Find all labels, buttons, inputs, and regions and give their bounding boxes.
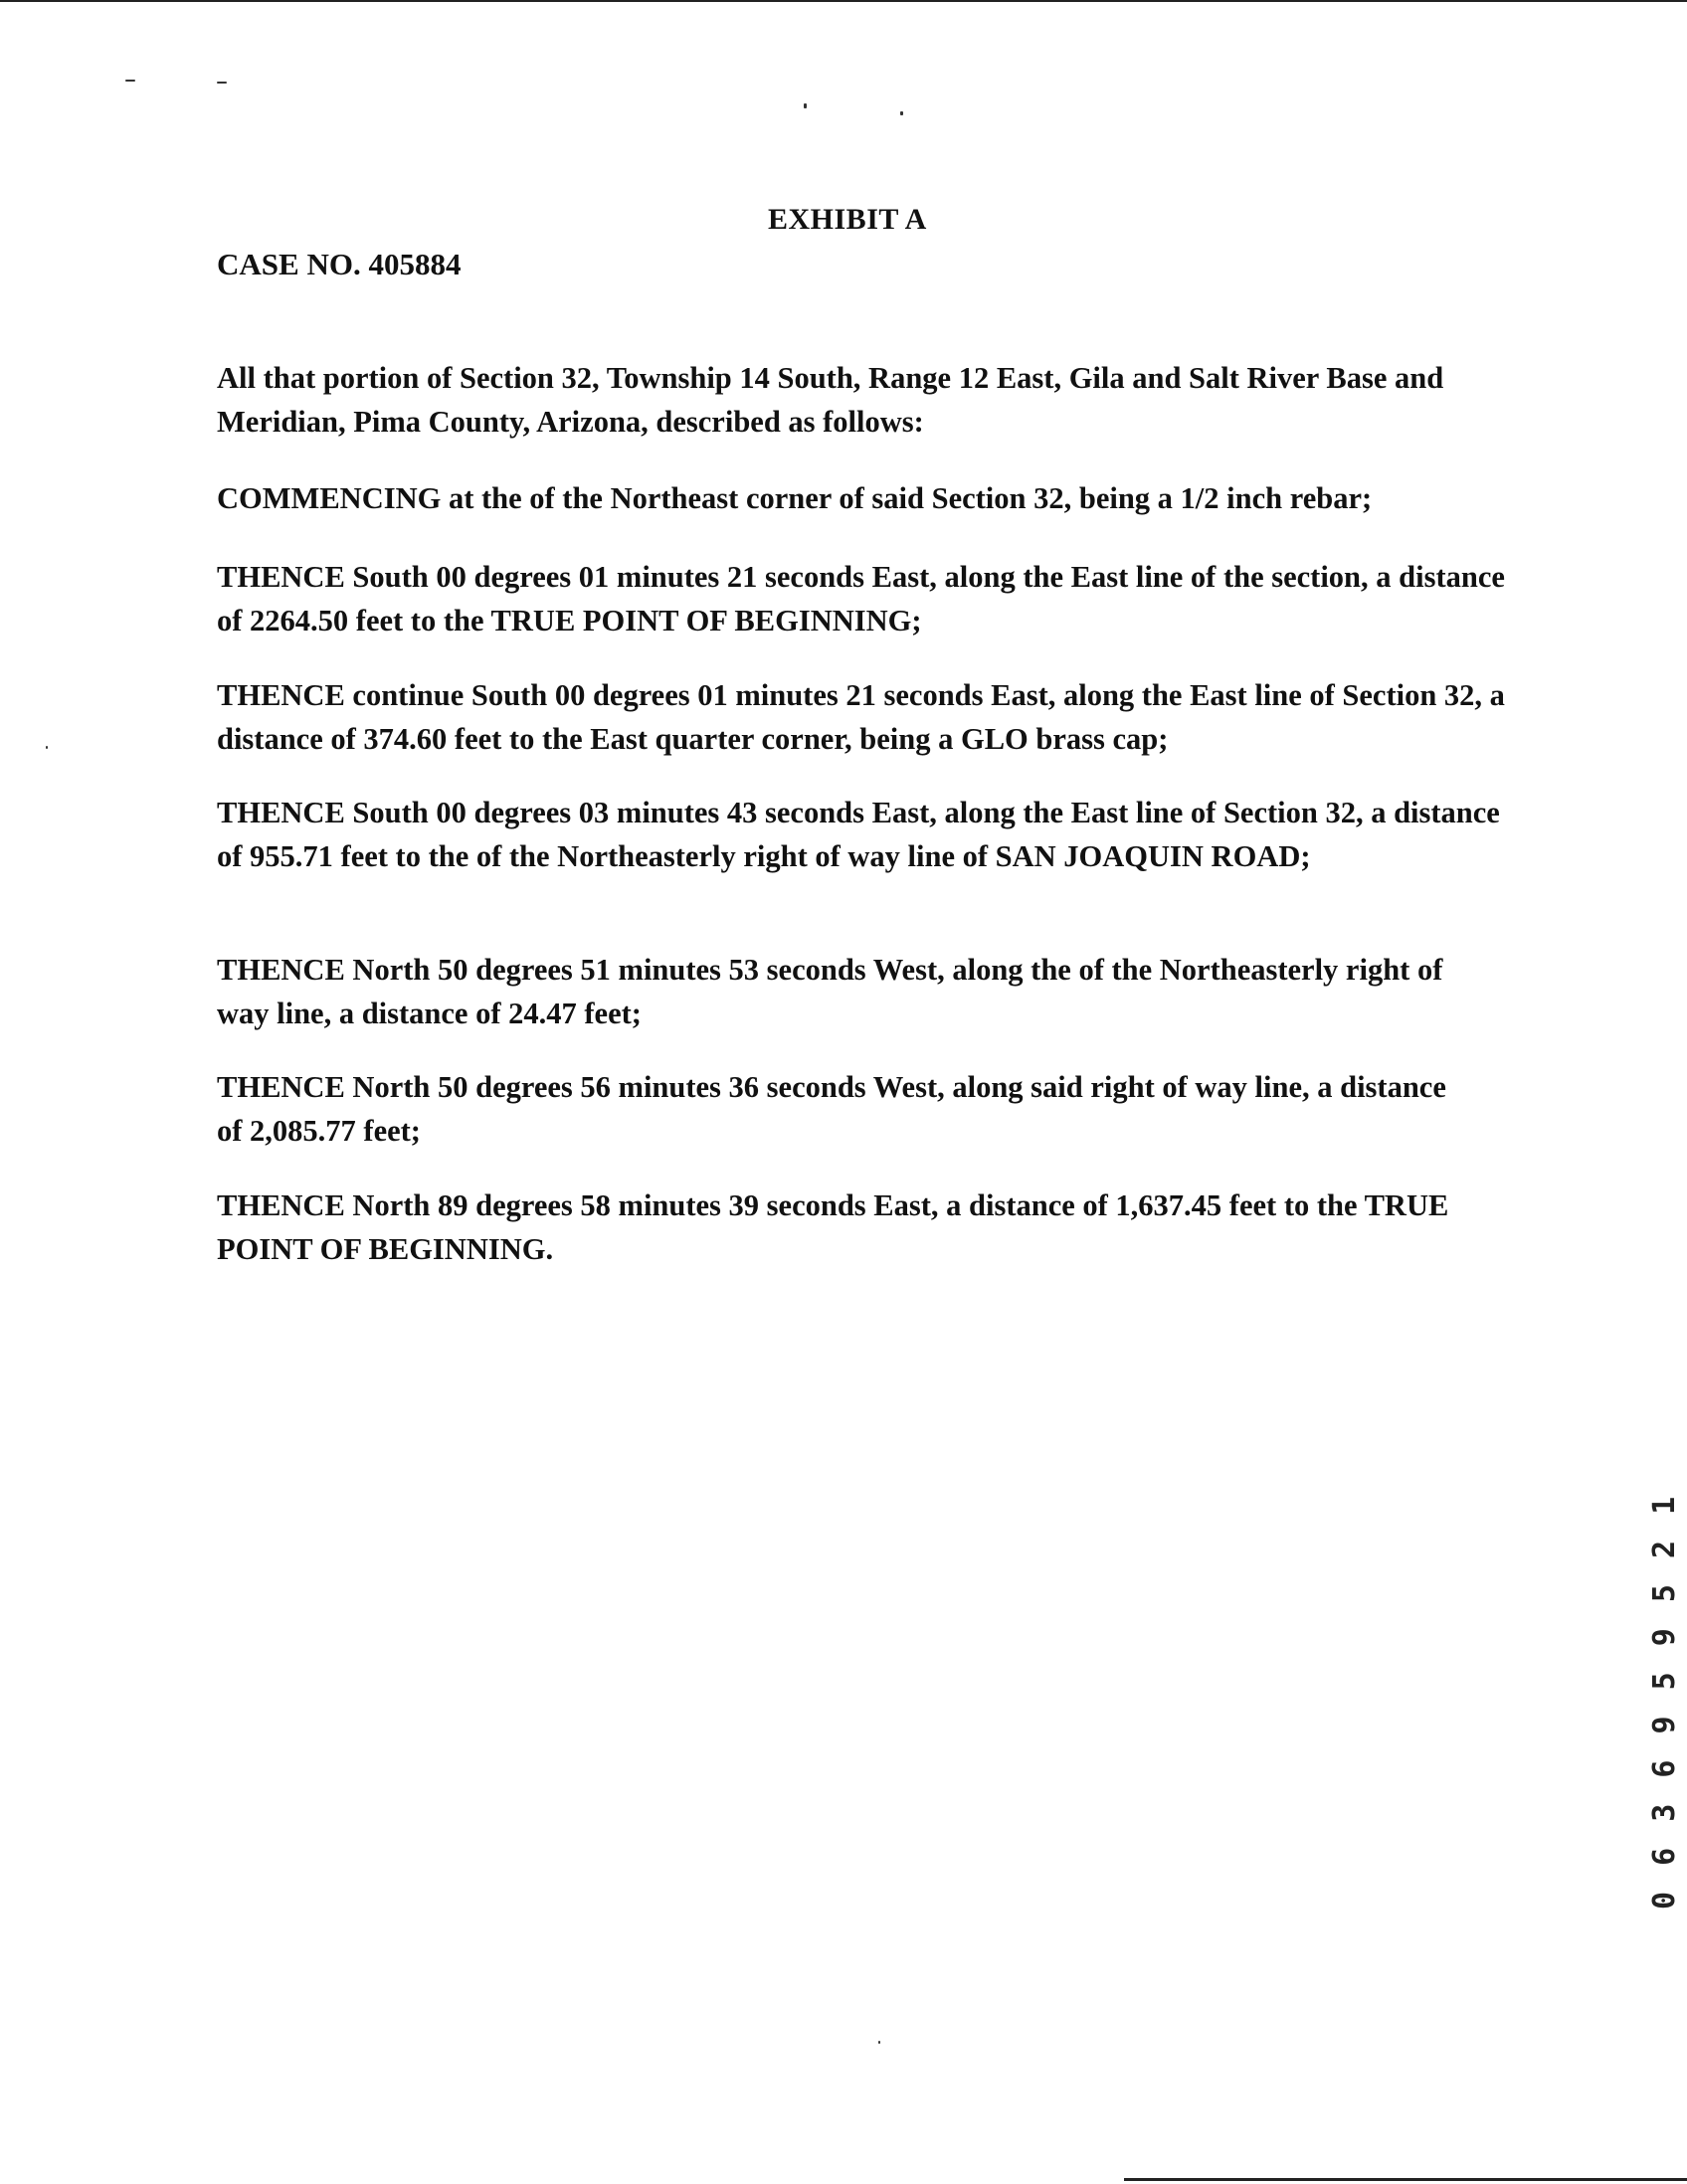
paragraph-thence-3: THENCE South 00 degrees 03 minutes 43 seconds East, along the East line of Section 32, a distance of 955.71 feet to the of the Northeasterly right of way line of SAN JOAQUIN ROAD; [217,796,1500,873]
case-number: CASE NO. 405884 [217,247,462,281]
paragraph-thence-5: THENCE North 50 degrees 56 minutes 36 seconds West, along said right of way line, a distance of 2,085.77 feet; [217,1070,1446,1148]
scan-speck [878,2041,880,2044]
paragraph-commencing: COMMENCING at the of the Northeast corner of said Section 32, being a 1/2 inch rebar; [217,481,1373,515]
scan-speck [46,746,48,749]
paragraph-thence-4: THENCE North 50 degrees 51 minutes 53 seconds West, along the of the Northeasterly right of way line, a distance of 24.47 feet; [217,953,1443,1030]
page-bottom-line [1124,2178,1687,2181]
paragraph-thence-6: THENCE North 89 degrees 58 minutes 39 seconds East, a distance of 1,637.45 feet to the TRUE POINT OF BEGINNING. [217,1188,1449,1266]
paragraph-intro: All that portion of Section 32, Township 14 South, Range 12 East, Gila and Salt River Base and Meridian, Pima County, Arizona, described as follows: [217,361,1444,439]
paragraph-thence-2: THENCE continue South 00 degrees 01 minutes 21 seconds East, along the East line of Section 32, a distance of 374.60 feet to the East quarter corner, being a GLO brass cap; [217,678,1505,756]
exhibit-title: EXHIBIT A [768,203,927,236]
paragraph-thence-1: THENCE South 00 degrees 01 minutes 21 seconds East, along the East line of the section, a distance of 2264.50 feet to the TRUE POINT OF BEGINNING; [217,560,1505,637]
page-top-border [0,0,1687,2]
scan-speck [217,82,227,84]
scan-speck [125,80,135,82]
scan-speck [804,103,807,108]
document-stamp-number: 0 6 3 6 9 5 9 5 2 1 [1647,1492,1682,1910]
scan-speck [900,111,903,115]
